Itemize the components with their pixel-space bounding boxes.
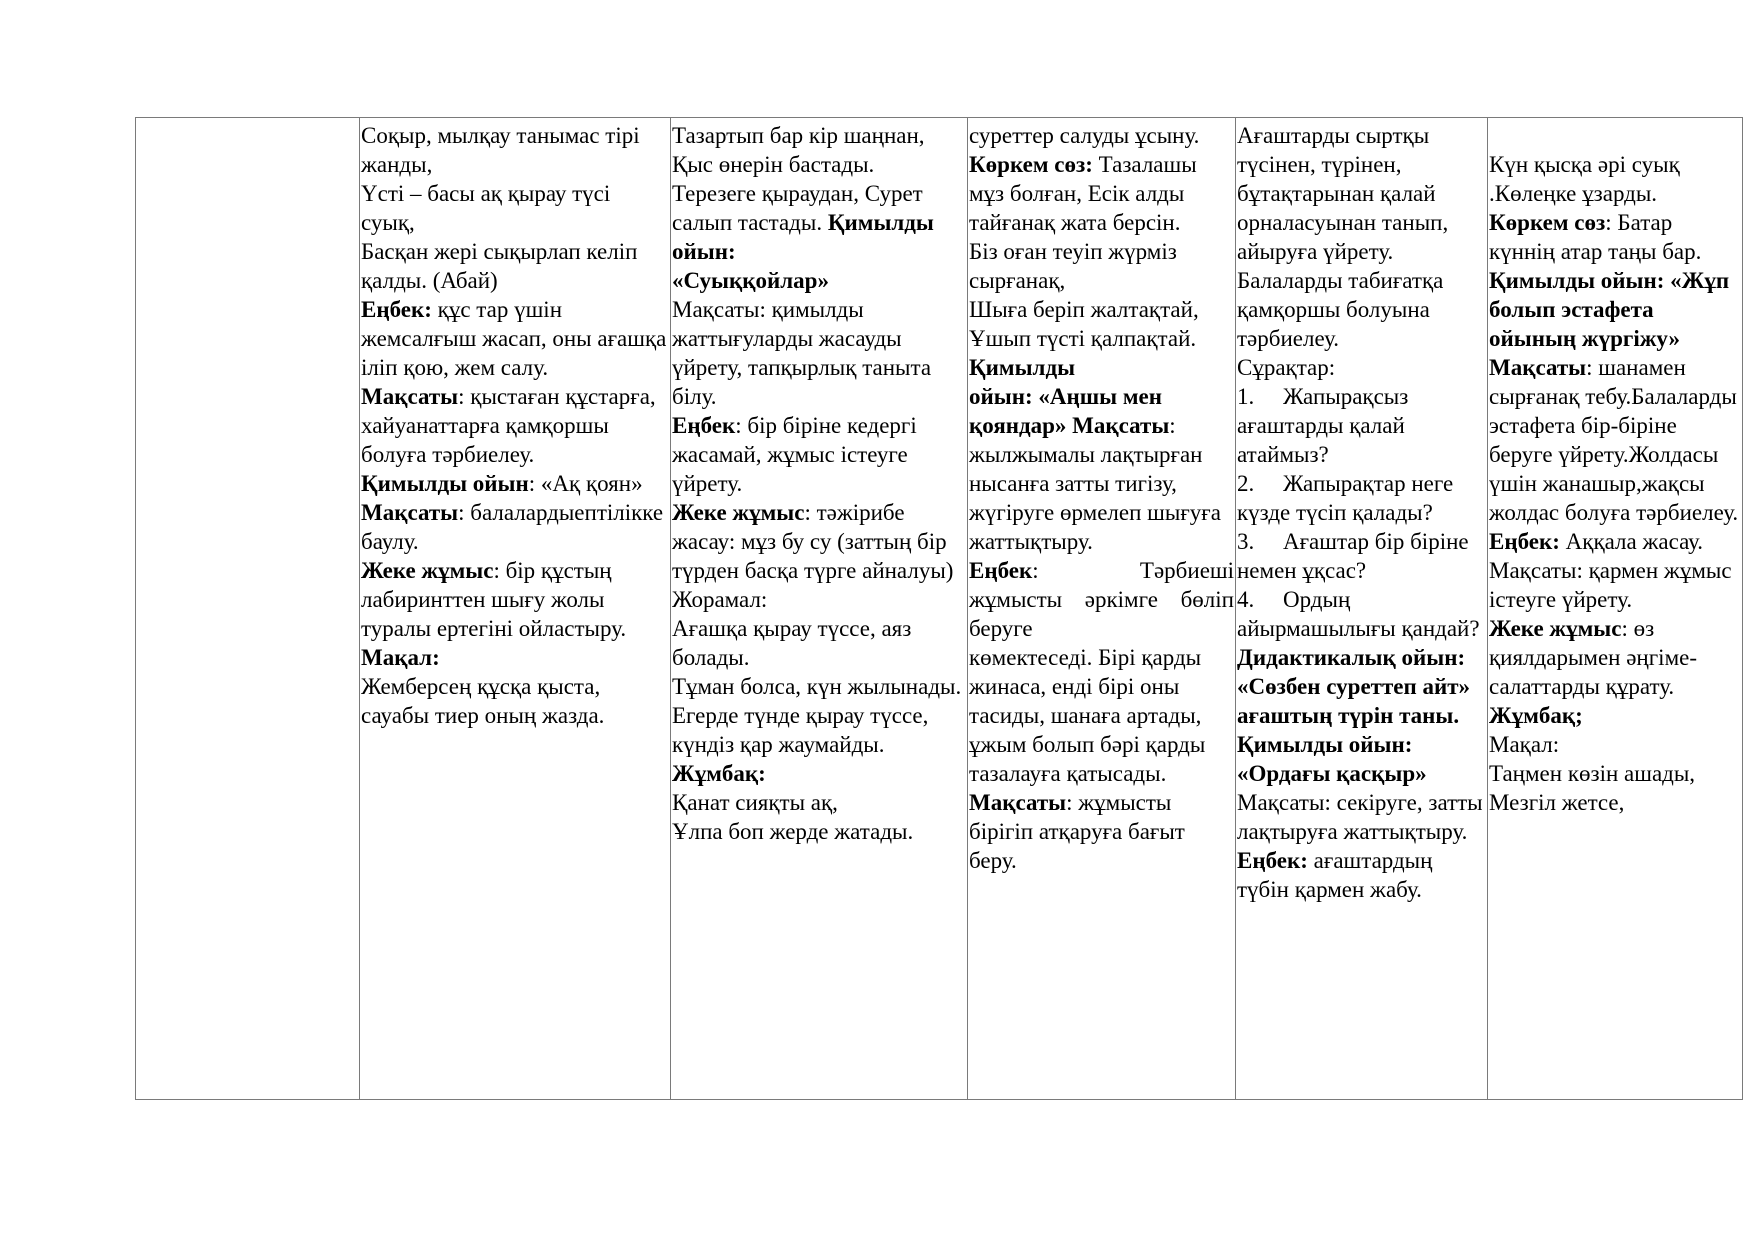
- paragraph: [969, 324, 1234, 353]
- bold-text: Еңбек:: [361, 297, 432, 322]
- text: Шыға беріп жалтақтай,: [969, 297, 1199, 322]
- text: ағаштардың түбін қармен жабу.: [1237, 848, 1433, 902]
- table-cell-3: [671, 118, 968, 1100]
- bold-text: Мақсаты: [969, 790, 1067, 815]
- paragraph: [361, 179, 669, 237]
- list-number: 2.: [1237, 471, 1255, 496]
- paragraph: [1237, 643, 1486, 730]
- text: Жорамал:: [672, 587, 768, 612]
- table-cell-2: [360, 118, 671, 1100]
- bold-text: Көркем сөз: [1489, 210, 1606, 235]
- paragraph: [672, 411, 966, 498]
- bold-text: Қимылды: [969, 355, 1076, 380]
- paragraph: [672, 701, 966, 759]
- paragraph: [969, 556, 1234, 643]
- text: Мақсаты: секіруге, затты лақтыруға жаттықтыру.: [1237, 790, 1483, 844]
- text: көмектеседі. Бірі қарды жинаса, енді бірі оны тасиды, шанаға артады, ұжым болып бәрі қарды тазалауға қатысады.: [969, 645, 1206, 786]
- paragraph: [361, 469, 669, 498]
- table-cell-5: [1236, 118, 1488, 1100]
- paragraph: [361, 672, 669, 730]
- paragraph: [361, 643, 669, 672]
- paragraph: [1237, 846, 1486, 904]
- paragraph: [969, 237, 1234, 295]
- paragraph: [1237, 353, 1486, 382]
- paragraph: [1237, 469, 1486, 527]
- bold-text: Мақсаты: [1489, 355, 1587, 380]
- text: Тазартып бар кір шаңнан,: [672, 123, 925, 148]
- text: Аққала жасау. Мақсаты: қармен жұмыс істеуге үйрету.: [1489, 529, 1732, 612]
- bold-text: Жұмбақ:: [672, 761, 766, 786]
- bold-text: Қимылды ойын: [361, 471, 529, 496]
- text: Жемберсең құсқа қыста, сауабы тиер оның жазда.: [361, 674, 605, 728]
- text: : «Ақ қоян»: [528, 471, 643, 496]
- text: : Тәрбиеші жұмысты әркімге бөліп беруге: [969, 558, 1234, 641]
- bold-text: Мақсаты: [361, 500, 459, 525]
- paragraph: [672, 266, 966, 295]
- paragraph: [969, 121, 1234, 150]
- paragraph: [969, 295, 1234, 324]
- text: Қанат сияқты ақ,: [672, 790, 838, 815]
- text: Ағаштарды сыртқы түсінен, түрінен, бұтақтарынан қалай орналасуынан танып, айыруға үйрету.: [1237, 123, 1449, 264]
- bold-text: Жеке жұмыс: [361, 558, 494, 583]
- text: Егерде түнде қырау түссе, күндіз қар жаумайды.: [672, 703, 929, 757]
- text: Күн қысқа әрі суық .Көлеңке ұзарды.: [1489, 152, 1680, 206]
- paragraph: [672, 759, 966, 788]
- bold-text: Көркем сөз:: [969, 152, 1093, 177]
- bold-text: Жұмбақ;: [1489, 703, 1583, 728]
- text: Таңмен көзін ашады,: [1489, 761, 1696, 786]
- list-number: 4.: [1237, 587, 1255, 612]
- paragraph: [672, 295, 966, 411]
- text: : өз қиялдарымен әңгіме-салаттарды құрату.: [1489, 616, 1697, 699]
- paragraph: [1489, 730, 1741, 759]
- text: Тазалашы мұз болған, Есік алды тайғанақ жата берсін.: [969, 152, 1197, 235]
- paragraph: [672, 121, 966, 150]
- paragraph: [672, 788, 966, 817]
- text: : Батар күннің атар таңы бар.: [1489, 210, 1702, 264]
- bold-text: Қимылды ойын:: [672, 210, 934, 264]
- text: Ұшып түсті қалпақтай.: [969, 326, 1197, 351]
- text: суреттер салуды ұсыну.: [969, 123, 1200, 148]
- text: Біз оған теуіп жүрміз сырғанақ,: [969, 239, 1177, 293]
- text: : бір құстың лабиринттен шығу жолы туралы ертегіні ойластыру.: [361, 558, 627, 641]
- plan-table: [135, 117, 1743, 1100]
- text: Тұман болса, күн жылынады.: [672, 674, 962, 699]
- text: Сұрақтар:: [1237, 355, 1336, 380]
- paragraph: [1489, 759, 1741, 788]
- paragraph: [361, 121, 669, 179]
- paragraph: [1237, 585, 1486, 643]
- text: : тәжірибе жасау: мұз бу су (заттың бір түрден басқа түрге айналуы): [672, 500, 954, 583]
- paragraph: [1489, 788, 1741, 817]
- text: Ұлпа боп жерде жатады.: [672, 819, 914, 844]
- text: : шанамен сырғанақ тебу.Балаларды эстафета бір-біріне беруге үйрету.Жолдасы үшін жанашыр,жақсы жолдас болуға тәрбиелеу.: [1489, 355, 1739, 525]
- text: Жапырақсыз ағаштарды қалай атаймыз?: [1237, 384, 1409, 467]
- paragraph: [672, 179, 966, 266]
- paragraph: [672, 614, 966, 672]
- text: Терезеге қыраудан, Сурет салып тастады.: [672, 181, 923, 235]
- text: Балаларды табиғатқа қамқоршы болуына тәрбиелеу.: [1237, 268, 1444, 351]
- text: : жұмысты бірігіп атқаруға бағыт беру.: [969, 790, 1185, 873]
- text: Ордың айырмашылығы қандай?: [1237, 587, 1480, 641]
- text: : қыстаған құстарға, хайуанаттарға қамқоршы болуға тәрбиелеу.: [361, 384, 656, 467]
- text: : бір біріне кедергі жасамай, жұмыс істеуге үйрету.: [672, 413, 917, 496]
- bold-text: Еңбек:: [1237, 848, 1308, 873]
- paragraph: [1489, 353, 1741, 527]
- text: Мезгіл жетсе,: [1489, 790, 1625, 815]
- bold-text: Жеке жұмыс: [1489, 616, 1622, 641]
- paragraph: [361, 556, 669, 643]
- paragraph: [1489, 266, 1741, 353]
- text: Жапырақтар неге күзде түсіп қалады?: [1237, 471, 1454, 525]
- paragraph: [1237, 788, 1486, 846]
- paragraph: [672, 672, 966, 701]
- table-cell-6: [1488, 118, 1743, 1100]
- paragraph: [1489, 150, 1741, 208]
- paragraph: [1237, 121, 1486, 266]
- paragraph: [969, 353, 1234, 382]
- bold-text: Қимылды ойын: «Жұп болып эстафета ойының жүргіжу»: [1489, 268, 1730, 351]
- bold-text: Дидактикалық ойын: «Сөзбен суреттеп айт» ағаштың түрін таны.: [1237, 645, 1471, 728]
- paragraph: [361, 237, 669, 295]
- text: Ағашқа қырау түссе, аяз болады.: [672, 616, 912, 670]
- text: Ағаштар бір біріне немен ұқсас?: [1237, 529, 1469, 583]
- bold-text: Еңбек:: [1489, 529, 1560, 554]
- paragraph: [672, 585, 966, 614]
- paragraph: [969, 643, 1234, 875]
- paragraph: [969, 382, 1234, 556]
- text: Басқан жері сықырлап келіп қалды. (Абай): [361, 239, 638, 293]
- text: : балалардыептілікке баулу.: [361, 500, 664, 554]
- bold-text: Жеке жұмыс: [672, 500, 805, 525]
- text: Мақсаты: қимылды жаттығуларды жасауды үйрету, тапқырлық таныта білу.: [672, 297, 932, 409]
- paragraph: [1489, 701, 1741, 730]
- paragraph: [1237, 527, 1486, 585]
- paragraph: [361, 382, 669, 469]
- table-cell-1: [136, 118, 360, 1100]
- list-number: 1.: [1237, 384, 1255, 409]
- paragraph: [969, 150, 1234, 237]
- paragraph: [361, 295, 669, 382]
- paragraph: [672, 817, 966, 846]
- bold-text: «Суыққойлар»: [672, 268, 829, 293]
- paragraph: [672, 498, 966, 585]
- bold-text: Еңбек: [969, 558, 1033, 583]
- text: : жылжымалы лақтырған нысанға затты тигізу, жүгіруге өрмелеп шығуға жаттықтыру.: [969, 413, 1221, 554]
- text: құс тар үшін жемсалғыш жасап, оны ағашқа іліп қою, жем салу.: [361, 297, 667, 380]
- paragraph: [1237, 730, 1486, 788]
- paragraph: [1237, 266, 1486, 353]
- bold-text: Қимылды ойын: «Ордағы қасқыр»: [1237, 732, 1427, 786]
- paragraph: [1489, 208, 1741, 266]
- list-number: 3.: [1237, 529, 1255, 554]
- bold-text: Мақсаты: [361, 384, 459, 409]
- paragraph: [1237, 382, 1486, 469]
- text: Соқыр, мылқау танымас тірі жанды,: [361, 123, 640, 177]
- bold-text: Мақал:: [361, 645, 440, 670]
- paragraph: [1489, 527, 1741, 614]
- paragraph: [672, 150, 966, 179]
- table-row: [136, 118, 1743, 1100]
- paragraph: [1489, 614, 1741, 701]
- bold-text: ойын: «Аңшы мен қояндар» Мақсаты: [969, 384, 1170, 438]
- paragraph: [361, 498, 669, 556]
- table-cell-4: [968, 118, 1236, 1100]
- text: Қыс өнерін бастады.: [672, 152, 875, 177]
- text: Мақал:: [1489, 732, 1560, 757]
- bold-text: Еңбек: [672, 413, 736, 438]
- text: Үсті – басы ақ қырау түсі суық,: [361, 181, 611, 235]
